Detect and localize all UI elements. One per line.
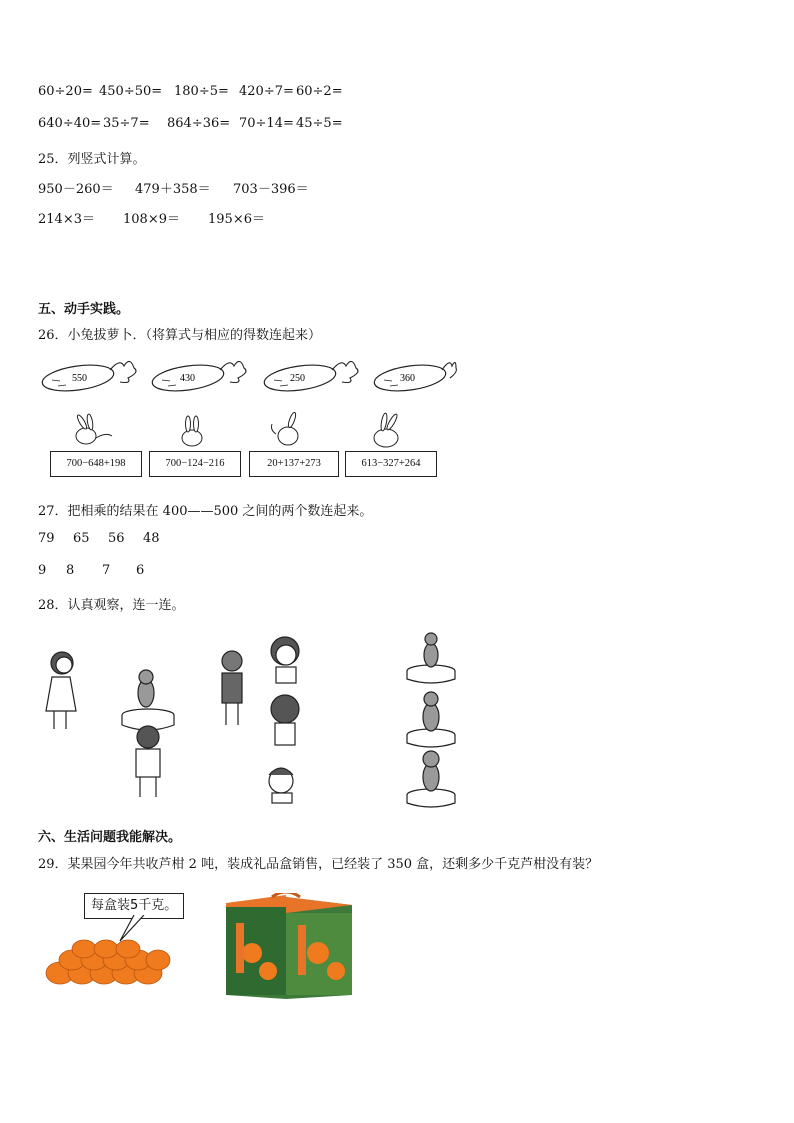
carrot-icon xyxy=(41,361,136,395)
section-6-heading: 六、生活问题我能解决。 xyxy=(38,830,182,845)
formula-box: 613−327+264 xyxy=(345,451,437,477)
boy-face-icon xyxy=(269,768,293,803)
number-item: 65 xyxy=(73,531,90,546)
question-29-title: 29．某果园今年共收芦柑 2 吨，装成礼品盒销售，已经装了 350 盒，还剩多少千克芦柑没有装？ xyxy=(38,857,599,872)
number-item: 8 xyxy=(66,563,75,578)
vertical-calc-item: 214×3＝ xyxy=(38,212,95,227)
child-back-icon xyxy=(136,726,160,797)
number-item: 48 xyxy=(143,531,160,546)
girl-face-icon xyxy=(271,637,299,683)
vertical-calc-item: 950－260＝ xyxy=(38,182,114,197)
oral-item: 45÷5= xyxy=(296,116,343,131)
oral-item: 640÷40= xyxy=(38,116,102,131)
oral-item: 180÷5= xyxy=(174,84,229,99)
observation-illustration xyxy=(36,625,476,815)
carrot-value: 550 xyxy=(72,373,87,384)
orange-icon xyxy=(46,940,170,984)
formula-box: 700−124−216 xyxy=(149,451,241,477)
carrot-value: 250 xyxy=(290,373,305,384)
gift-box-icon xyxy=(222,893,358,999)
vertical-calc-item: 703－396＝ xyxy=(233,182,309,197)
formula-box: 20+137+273 xyxy=(249,451,339,477)
oral-item: 864÷36= xyxy=(167,116,231,131)
speech-bubble: 每盒装5千克。 xyxy=(84,893,184,919)
rabbits-illustration xyxy=(48,412,448,452)
vertical-calc-item: 195×6＝ xyxy=(208,212,265,227)
carrot-value: 360 xyxy=(400,373,415,384)
cat-on-platform-icon xyxy=(122,670,174,730)
oral-item: 420÷7= xyxy=(239,84,294,99)
rabbit-icon xyxy=(76,414,112,444)
oral-item: 60÷2= xyxy=(296,84,343,99)
cat-on-platform-icon xyxy=(407,692,455,747)
vertical-calc-item: 108×9＝ xyxy=(123,212,180,227)
oral-item: 35÷7= xyxy=(103,116,150,131)
rabbit-icon xyxy=(182,416,202,446)
question-25-title: 25．列竖式计算。 xyxy=(38,152,146,167)
question-28-title: 28．认真观察，连一连。 xyxy=(38,598,185,613)
section-5-heading: 五、动手实践。 xyxy=(38,302,130,317)
oral-item: 60÷20= xyxy=(38,84,93,99)
rabbit-icon xyxy=(374,413,399,447)
carrot-icon xyxy=(151,361,246,395)
oral-item: 450÷50= xyxy=(99,84,163,99)
number-item: 79 xyxy=(38,531,55,546)
number-item: 56 xyxy=(108,531,125,546)
carrot-value: 430 xyxy=(180,373,195,384)
carrot-icon xyxy=(373,361,457,395)
vertical-calc-item: 479＋358＝ xyxy=(135,182,211,197)
number-item: 7 xyxy=(102,563,111,578)
oranges-illustration xyxy=(38,915,178,990)
cat-on-platform-icon xyxy=(407,633,455,683)
number-item: 9 xyxy=(38,563,47,578)
cat-on-platform-icon xyxy=(407,751,455,807)
boy-side-icon xyxy=(222,651,242,725)
oral-item: 70÷14= xyxy=(239,116,294,131)
question-26-title: 26．小兔拔萝卜．（将算式与相应的得数连起来） xyxy=(38,328,322,343)
rabbit-icon xyxy=(272,412,299,445)
formula-box: 700−648+198 xyxy=(50,451,142,477)
girl-icon xyxy=(46,652,76,729)
number-item: 6 xyxy=(136,563,145,578)
carrots-illustration xyxy=(38,350,458,400)
carrot-icon xyxy=(263,361,358,395)
question-27-title: 27．把相乘的结果在 400——500 之间的两个数连起来。 xyxy=(38,504,373,519)
boy-back-icon xyxy=(271,695,299,745)
